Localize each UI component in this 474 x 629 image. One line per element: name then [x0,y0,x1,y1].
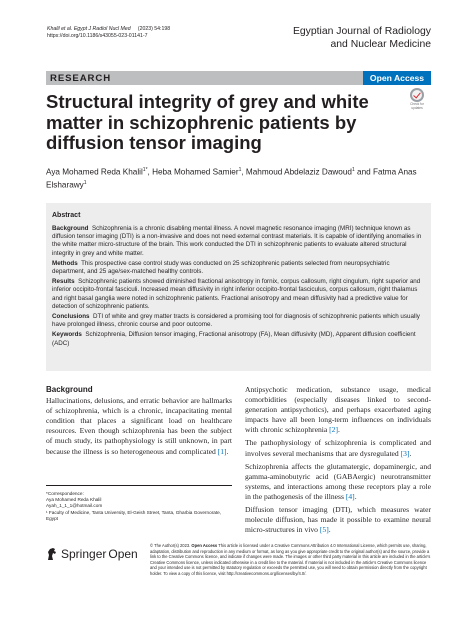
abstract-box [46,203,431,371]
section-heading-background: Background [46,385,93,394]
author-affiliation-mark: 1 [238,167,242,173]
citation-link[interactable]: [3] [400,448,410,458]
abstract-section-label: Background [52,225,89,232]
abstract-section-label: Keywords [52,331,82,339]
paragraph-text: Hallucinations, delusions, and erratic behavior are hallmarks of schizophrenia, which is a chronic, incapacitating mental condition that places a significant load on healthcare resources. Even though schizophrenia has been the subject of much study, its pathophysiology is still unknown, in part because the illness is so heterogeneous and complicated [46,396,232,456]
citation-link[interactable]: [1] [217,446,227,456]
doi-link[interactable]: https://doi.org/10.1186/s43055-023-01141-7 [47,33,148,40]
abstract-section [52,278,424,311]
author-name: Heba Mohamed Samier [152,167,239,177]
abstract-heading: Abstract [52,212,81,219]
abstract-section-label: Results [52,278,75,286]
correspondence-note [46,485,232,522]
author-list: Aya Mohamed Reda Khalil$^{1*}$, Heba Mohamed Samier$^1$, Mahmoud Abdelaziz Dawoud$^1$ and Fatma Anas Elsharawy$^1$ [46,167,417,190]
research-label: RESEARCH [50,72,112,84]
author-name: Aya Mohamed Reda Khalil [46,167,143,177]
author-affiliation-mark: 1* [142,167,148,173]
check-for-updates-button[interactable] [403,88,431,118]
author-affiliation-mark: 1 [83,179,87,186]
author-affiliation-mark: 1 [351,167,355,173]
paragraph-text: Schizophrenia affects the glutamatergic, dopaminergic, and gamma-aminobutyric acid (GABAergic) neurotransmitter systems, and interactions among these receptors play a role in the pathogenesis of the illness [245,461,431,501]
author-name: Mahmoud Abdelaziz Dawoud [245,167,352,177]
abstract-section [52,313,424,329]
citation-header [47,26,170,40]
check-updates-icon [410,88,424,102]
springer-horse-icon [46,547,58,561]
article-type-banner [46,71,431,85]
correspondence-name: Aya Mohamed Reda Khalil [46,497,102,503]
check-updates-label-1: Check for [410,102,424,106]
abstract-body [52,225,424,350]
abstract-section-label: Methods [52,259,78,267]
abstract-section-label: Conclusions [52,313,90,321]
license-body: This article is licensed under a Creative Commons Attribution 4.0 International License, which permits use, sharing, adaptation, distribution and reproduction in any medium or format, as long as you give appropriate credit to the original author(s) and the source, provide a link to the Creative Commons licence, and indicate if changes were made. The images or other third party material in this article are included in the article's Creative Commons licence, unless indicated otherwise in a credit line to the material. If material is not included in the article's Creative Commons licence and your intended use is not permitted by statutory regulation or exceeds the permitted use, you will need to obtain permission directly from the copyright holder. To view a copy of this licence, visit http://creativecommons.org/licenses/by/4.0/. [150,543,431,576]
abstract-section-text: Schizophrenia is a chronic disabling mental illness. A novel magnetic resonance imaging (MRI) technique known as diffusion tensor imaging (DTI) is a non-invasive and does not need external contrast materials. It is capable of identifying anomalies in the white matter micro-structure of the brain. This work conducted the DTI in schizophrenic patients to evaluate altered structural integrity in grey and white matter. [52,225,422,257]
abstract-section-text: Schizophrenic patients showed diminished fractional anisotropy in fornix, corpus callosum, right cingulum, right superior and inferior occipito-frontal fasciculi. Increased mean diffusivity in right inferior occipito-frontal fasciculus, corpus callosum, right thalamus and right basal ganglia were noted in schizophrenic patients. Fractional anisotropy and mean diffusivity had a predictive value for detection of schizophrenic patients. [52,278,421,310]
correspondence-label: *Correspondence: [46,491,84,496]
journal-name: Egyptian Journal of Radiology and Nuclear Medicine [292,26,431,50]
body-paragraph: Antipsychotic medication, substance usage, medical comorbidities (especially diseases linked to second-generation antipsychotics), and perhaps exacerbated aging impacts have all been long-term influences on individuals with chronic schizophrenia [2]. [245,385,431,435]
citation-link[interactable]: [5] [319,525,329,535]
license-text [150,543,434,576]
abstract-section [52,225,424,258]
abstract-section-text: DTI of white and grey matter tracts is considered a promising tool for diagnosis of schizophrenic patients which usually have prolonged illness, chronic course and poor outcome. [52,313,420,329]
abstract-section-text: This prospective case control study was conducted on 25 schizophrenic patients selected from neuropsychiatric department, and 25 age/sex-matched healthy controls. [52,259,390,276]
body-column-right [245,385,431,538]
body-column-left [46,385,232,457]
springer-open-logo [46,546,138,562]
license-open-access: Open Access [191,543,218,548]
abstract-keywords [52,331,424,347]
body-paragraph: Schizophrenia affects the glutamatergic, dopaminergic, and gamma-aminobutyric acid (GABAergic) neurotransmitter systems, and interactions among these receptors play a role in the pathogenesis of the illness [4]. [245,461,431,501]
article-title: Structural integrity of grey and white matter in schizophrenic patients by diffusion tensor imaging [46,91,369,153]
abstract-section [52,260,424,276]
author-name: Fatma Anas Elsharawy [46,167,417,190]
correspondence-affiliation: ¹ Faculty of Medicine, Tanta University, El-Geish Street, Tanta, Gharbia Governorate, Egypt [46,509,222,521]
correspondence-email[interactable]: Ayah_1_1_1@hotmail.com [46,503,103,509]
keywords-text: Schizophrenia, Diffusion tensor imaging, Fractional anisotropy (FA), Mean diffusivity (MD), Apparent diffusion coefficient (ADC) [52,331,416,347]
publisher-suffix: Open [108,547,138,561]
license-lead: © The Author(s) 2023. [150,543,191,548]
body-paragraph: The pathophysiology of schizophrenia is complicated and involves several mechanisms that are dysregulated [3]. [245,438,431,458]
citation-link[interactable]: [4] [345,491,355,501]
open-access-badge: Open Access [363,71,431,85]
body-paragraph: Hallucinations, delusions, and erratic behavior are hallmarks of schizophrenia, which is a chronic, incapacitating mental condition that places a significant load on healthcare resources. Even though schizophrenia has been the subject of much study, its pathophysiology is still unknown, in part because the illness is so heterogeneous and complicated [1]. [46,396,232,456]
citation-year: (2023) 54:198 [137,26,171,32]
paragraph-text: Diffusion tensor imaging (DTI), which measures water molecule diffusion, has made it possible to examine neural micro-structures in vivo [245,505,431,535]
check-updates-label-2: updates [411,105,423,110]
publisher-name: Springer [61,547,107,561]
citation-link[interactable]: [2] [329,425,339,435]
citation-line: Khalil et al. Egypt J Radiol Nucl Med [47,26,131,32]
body-paragraph: Diffusion tensor imaging (DTI), which measures water molecule diffusion, has made it possible to examine neural micro-structures in vivo [5]. [245,505,431,535]
paragraph-text: The pathophysiology of schizophrenia is complicated and involves several mechanisms that are dysregulated [245,438,431,458]
paragraph-text: Antipsychotic medication, substance usage, medical comorbidities (especially diseases linked to second-generation antipsychotics), and perhaps exacerbated aging impacts have all been long-term influences on individuals with chronic schizophrenia [245,385,431,435]
